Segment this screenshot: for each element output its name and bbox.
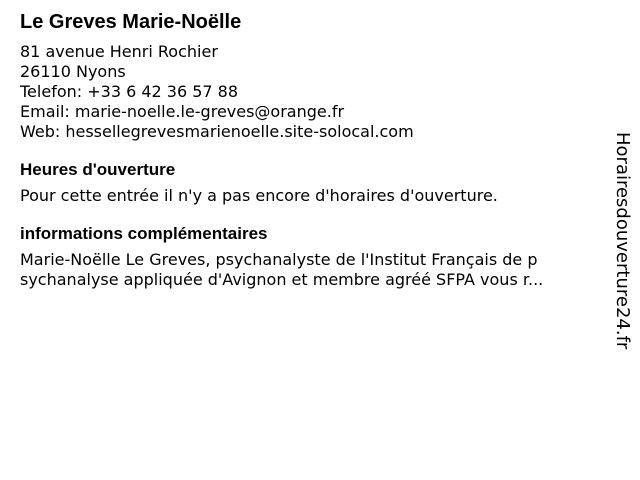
email-address: Email: marie-noelle.le-greves@orange.fr — [20, 102, 345, 121]
site-brand-label: Horairesdouverture24.fr — [612, 132, 633, 350]
opening-hours-heading: Heures d'ouverture — [20, 160, 176, 179]
listing-card — [20, 10, 600, 290]
website-url: Web: hessellegrevesmarienoelle.site-solocal.com — [20, 122, 414, 141]
additional-info-line: sychanalyse appliquée d'Avignon et membre agréé SFPA vous r... — [20, 270, 544, 289]
phone-number: Telefon: +33 6 42 36 57 88 — [20, 82, 239, 101]
opening-hours-text: Pour cette entrée il n'y a pas encore d'horaires d'ouverture. — [20, 186, 498, 205]
entry-title: Le Greves Marie-Noëlle — [20, 11, 242, 33]
address-street: 81 avenue Henri Rochier — [20, 42, 218, 61]
address-city: 26110 Nyons — [20, 62, 126, 81]
additional-info-text — [20, 250, 600, 290]
additional-info-heading: informations complémentaires — [20, 224, 268, 243]
additional-info-line: Marie-Noëlle Le Greves, psychanalyste de l'Institut Français de p — [20, 250, 538, 269]
